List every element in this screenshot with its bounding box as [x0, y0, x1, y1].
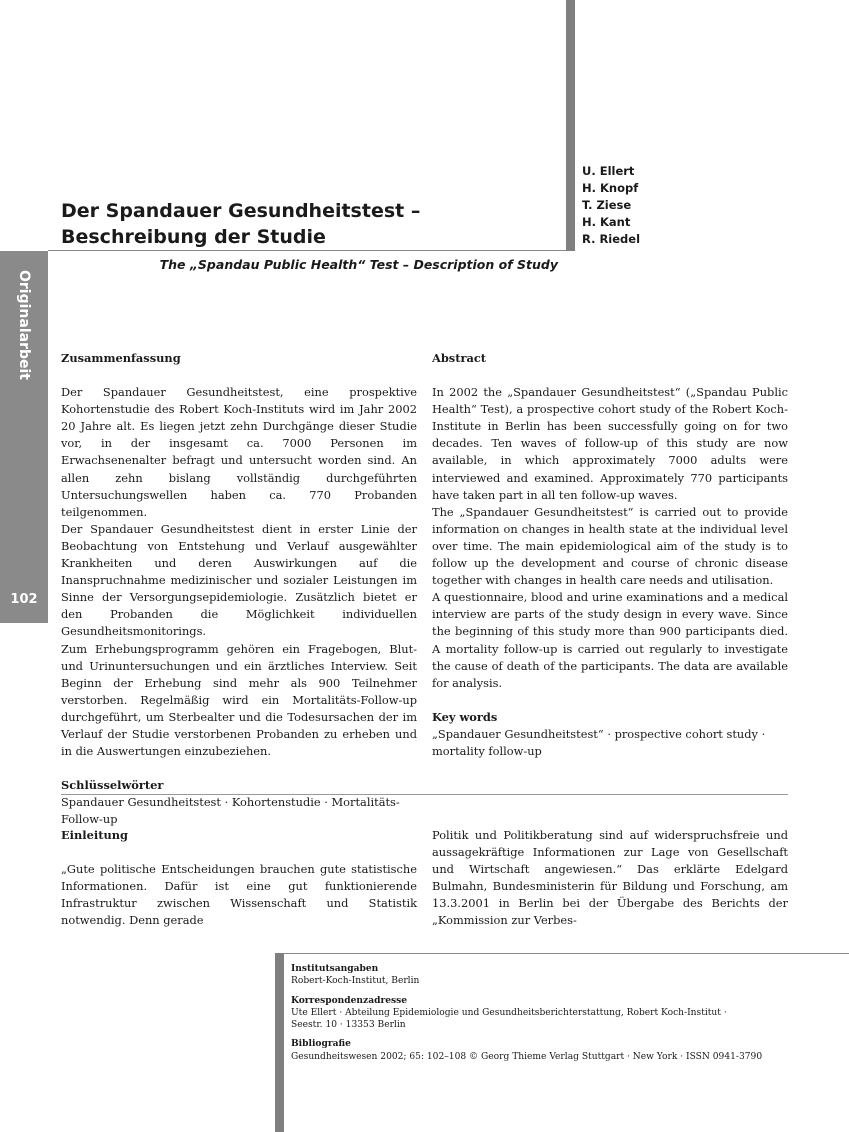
abstract-section	[432, 350, 788, 760]
zusammenfassung-paragraph: Zum Erhebungsprogramm gehören ein Fragebogen, Blut- und Urinuntersuchungen und ein ärztliches Interview. Seit Beginn der Erhebung sind mehr als 900 Teilnehmer verstorben. Regelmäßig wird ein Mortalitäts-Follow-up durchgeführt, um Sterbealter und die Todesursachen der im Verlauf der Studie verstorbenen Probanden zu erheben und in die Auswertungen einzubeziehen.	[61, 641, 417, 759]
author: H. Kant	[582, 215, 631, 229]
key-words-text: „Spandauer Gesundheitstest“ · prospective cohort study · mortality follow-up	[432, 726, 766, 758]
institut-heading: Institutsangaben	[291, 963, 379, 974]
einleitung-paragraph: Politik und Politikberatung sind auf widerspruchsfreie und aussagekräftige Informationen zur Lage von Gesellschaft und Wirtschaft angewiesen.“ Das erklärte Edelgard Bulmahn, Bundesministerin für Bildung und Forschung, am 13.3.2001 in Berlin bei der Übergabe des Berichts der „Kommission zur Verbes-	[432, 828, 788, 928]
header-vertical-bar	[566, 0, 575, 251]
abstract-paragraph: In 2002 the „Spandauer Gesundheitstest“ („Spandau Public Health“ Test), a prospective cohort study of the Robert Koch-Institute in Berlin has been successfully going on for two decades. Ten waves of follow-up of this study are now available, in which approximately 7000 adults were interviewed and examined. Approximately 770 participants have taken part in all ten follow-up waves.	[432, 385, 788, 502]
english-title: The „Spandau Public Health“ Test – Description of Study	[159, 257, 558, 272]
zusammenfassung-section	[61, 350, 417, 828]
abstract-heading: Abstract	[432, 351, 487, 365]
institut-text: Robert-Koch-Institut, Berlin	[291, 976, 420, 987]
einleitung-left-column	[61, 827, 417, 929]
einleitung-paragraph: „Gute politische Entscheidungen brauchen gute statistische Informationen. Dafür ist eine gut funktionierende Infrastruktur zwischen Wissenschaft und Statistik notwendig. Denn gerade	[61, 862, 417, 928]
info-box-rule	[284, 953, 849, 954]
bibliografie-heading: Bibliografie	[291, 1038, 351, 1050]
abstract-paragraph: The „Spandauer Gesundheitstest“ is carried out to provide information on changes in health state at the individual level over time. The main epidemiological aim of the study is to follow up the development and course of chronic disease together with changes in health care needs and utilisation.	[432, 504, 788, 588]
abstract-paragraph: A questionnaire, blood and urine examinations and a medical interview are parts of the study design in every wave. Since the beginning of this study more than 900 participants died. A mortality follow-up is carried out regularly to investigate the cause of death of the participants. The data are available for analysis.	[432, 590, 788, 690]
einleitung-right-column	[432, 827, 788, 930]
bibliografie-text: Gesundheitswesen 2002; 65: 102–108 © Georg Thieme Verlag Stuttgart · New York · ISSN 0941-3790	[291, 1051, 763, 1062]
author: U. Ellert	[582, 164, 635, 178]
key-words-heading: Key words	[432, 709, 498, 724]
info-box	[291, 963, 841, 1070]
info-box-bar	[275, 953, 284, 1132]
zusammenfassung-heading: Zusammenfassung	[61, 351, 181, 365]
zusammenfassung-paragraph: Der Spandauer Gesundheitstest dient in erster Linie der Beobachtung von Entstehung und Verlauf ausgewählter Krankheiten und deren Auswirkungen auf die Inanspruchnahme medizinischer und sozialer Leistungen im Sinne der Versorgungsepidemiologie. Zusätzlich bietet er den Probanden die Möglichkeit individuellen Gesundheitsmonitorings.	[61, 521, 417, 639]
korrespondenz-line: Ute Ellert · Abteilung Epidemiologie und Gesundheitsberichterstattung, Robert Koch-Institut ·	[291, 1007, 727, 1018]
author: R. Riedel	[582, 232, 641, 246]
section-divider	[61, 794, 788, 795]
zusammenfassung-paragraph: Der Spandauer Gesundheitstest, eine prospektive Kohortenstudie des Robert Koch-Instituts wird im Jahr 2002 20 Jahre alt. Es liegen jetzt zehn Durchgänge dieser Studie vor, in der insgesamt ca. 7000 Personen im Erwachsenenalter befragt und untersucht worden sind. An allen zehn bislang vollständig durchgeführten Untersuchungswellen haben ca. 770 Probanden teilgenommen.	[61, 385, 417, 519]
korrespondenz-heading: Korrespondenzadresse	[291, 994, 408, 1006]
article-title: Der Spandauer Gesundheitstest – Beschreibung der Studie	[61, 200, 421, 248]
author: H. Knopf	[582, 181, 639, 195]
author: T. Ziese	[582, 198, 632, 212]
section-label: Originalarbeit	[16, 270, 32, 380]
korrespondenz-line: Seestr. 10 · 13353 Berlin	[291, 1020, 406, 1031]
schluesselwoerter-text: Spandauer Gesundheitstest · Kohortenstudie · Mortalitäts-Follow-up	[61, 795, 400, 827]
author-list	[582, 163, 640, 248]
schluesselwoerter-heading: Schlüsselwörter	[61, 778, 164, 793]
page-number: 102	[10, 592, 38, 607]
title-rule	[48, 250, 566, 251]
einleitung-heading: Einleitung	[61, 828, 128, 842]
